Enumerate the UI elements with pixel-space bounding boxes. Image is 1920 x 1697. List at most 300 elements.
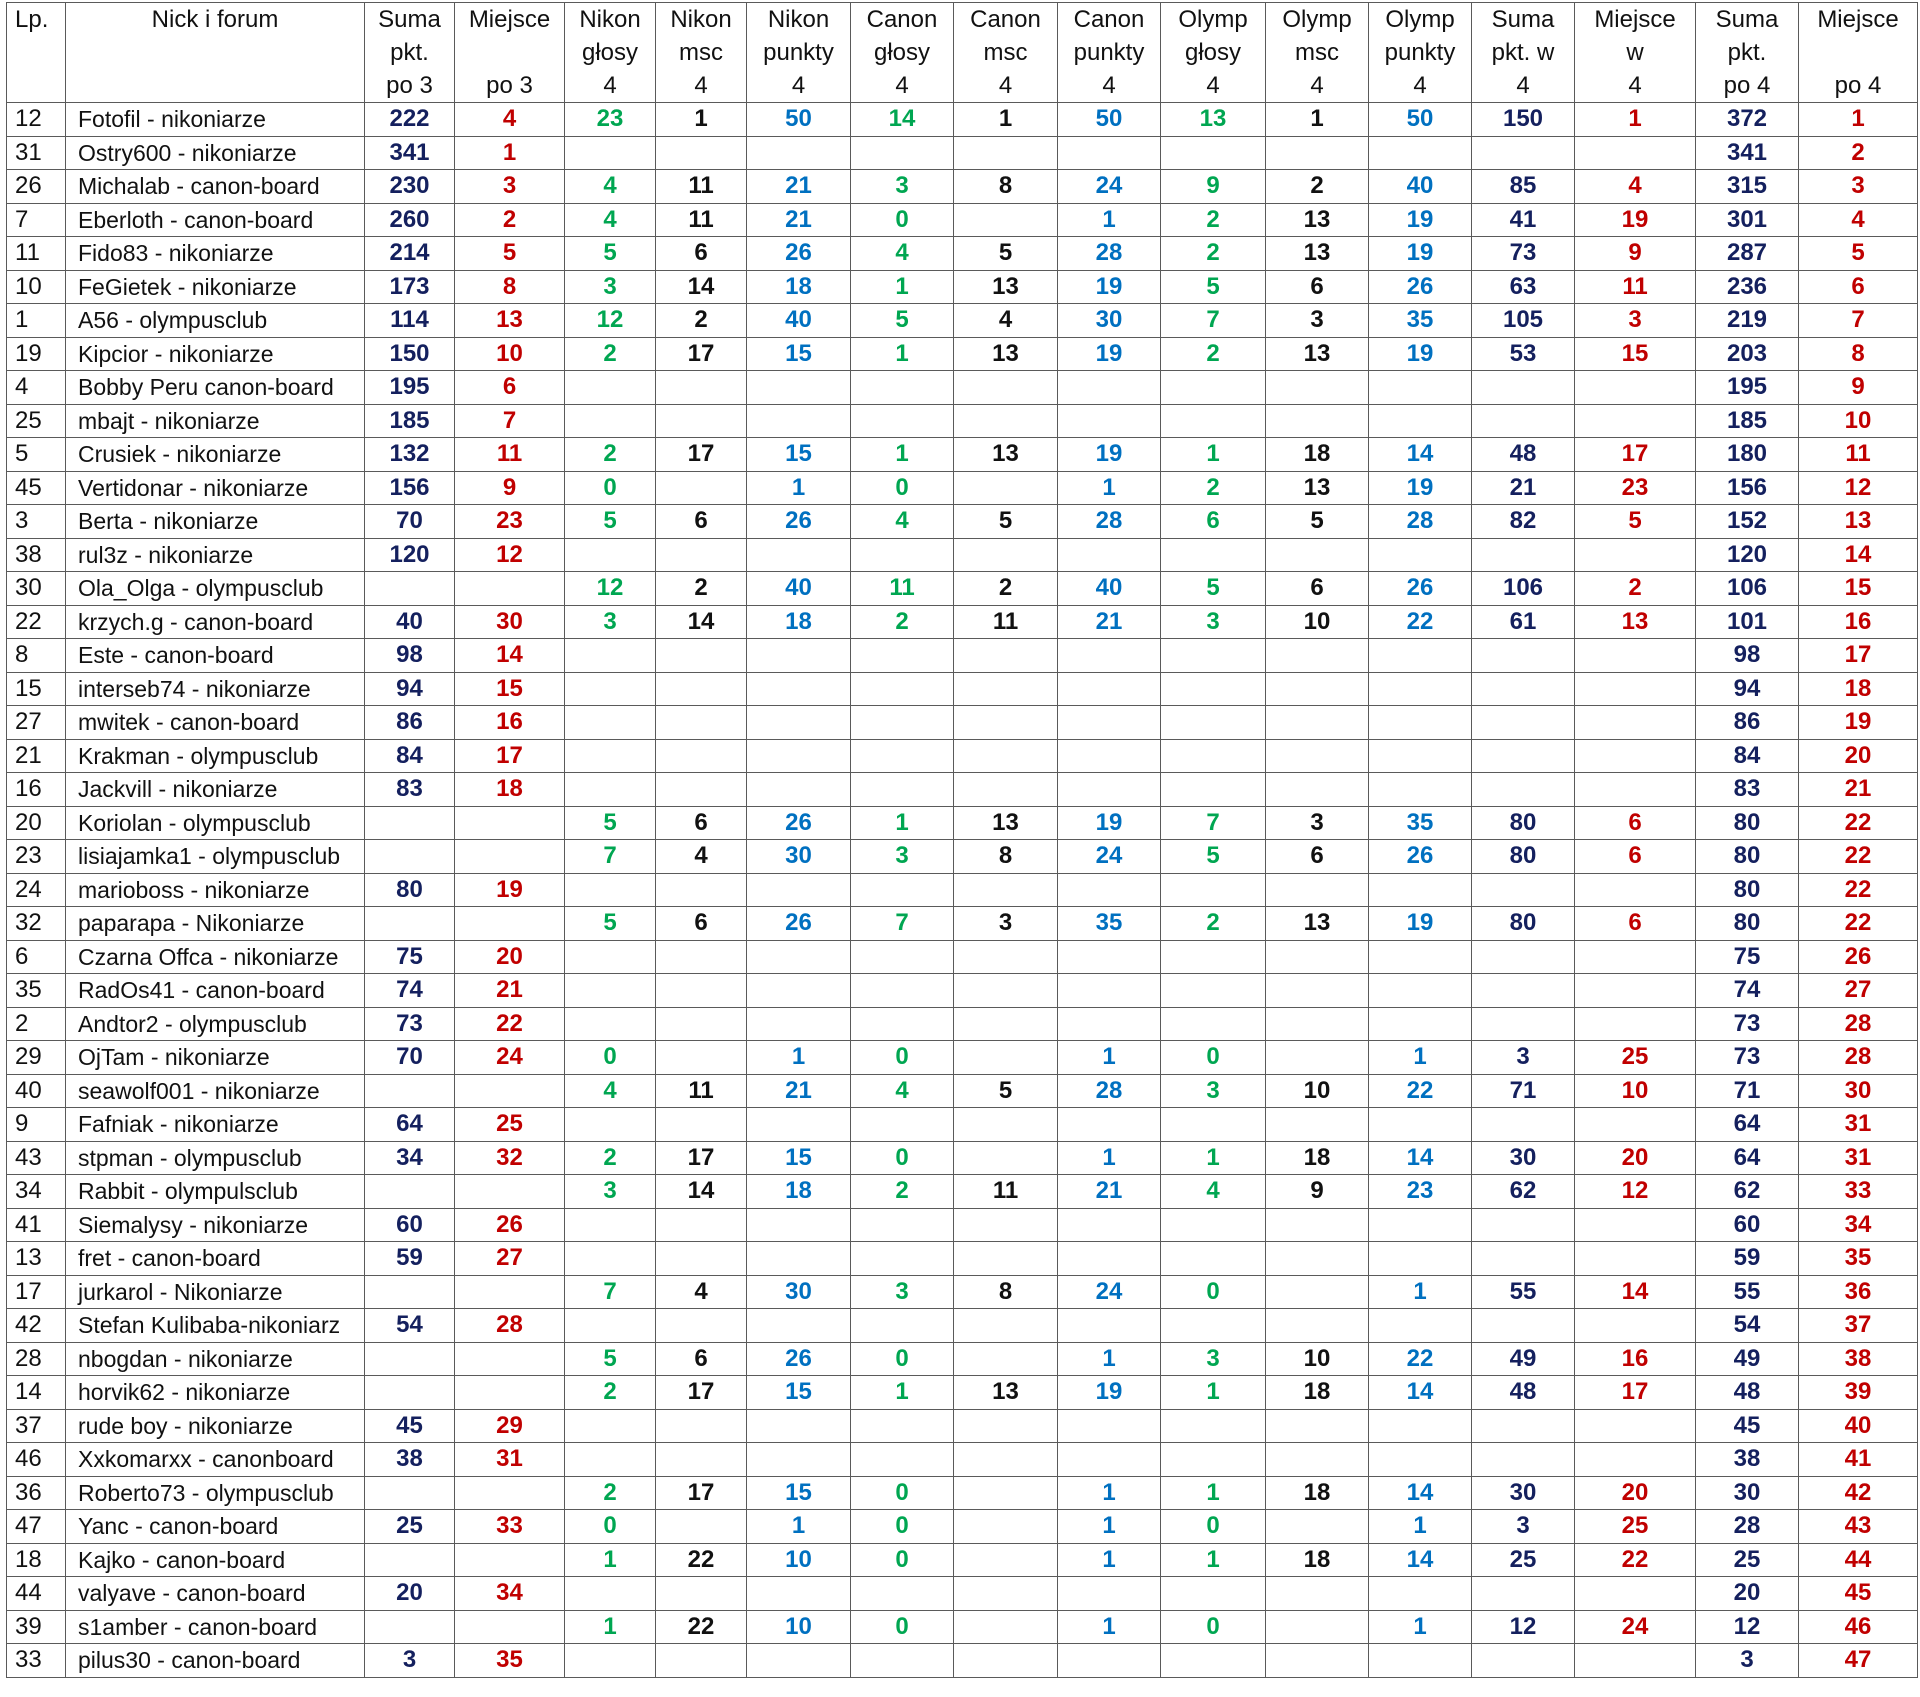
cell-canon-msc xyxy=(954,974,1058,1008)
cell-nikon-punkty xyxy=(747,773,851,807)
cell-lp: 39 xyxy=(7,1610,66,1644)
cell-nikon-glosy: 3 xyxy=(565,1175,656,1209)
cell-suma-po-3: 70 xyxy=(365,1041,455,1075)
cell-suma-w-4 xyxy=(1472,136,1575,170)
cell-suma-po-4: 341 xyxy=(1696,136,1799,170)
cell-olymp-glosy: 2 xyxy=(1161,471,1266,505)
cell-suma-w-4 xyxy=(1472,1007,1575,1041)
cell-miejsce-w-4 xyxy=(1575,773,1696,807)
cell-nick: Yanc - canon-board xyxy=(66,1510,365,1544)
cell-nikon-punkty: 1 xyxy=(747,1041,851,1075)
cell-nikon-glosy: 5 xyxy=(565,907,656,941)
cell-olymp-punkty: 14 xyxy=(1369,438,1472,472)
cell-nikon-punkty: 18 xyxy=(747,1175,851,1209)
cell-nikon-glosy: 2 xyxy=(565,337,656,371)
cell-suma-po-4: 55 xyxy=(1696,1275,1799,1309)
cell-olymp-punkty: 28 xyxy=(1369,505,1472,539)
cell-miejsce-po-3 xyxy=(455,907,565,941)
cell-nikon-punkty: 10 xyxy=(747,1610,851,1644)
cell-nick: RadOs41 - canon-board xyxy=(66,974,365,1008)
cell-nick: Berta - nikoniarze xyxy=(66,505,365,539)
cell-miejsce-po-4: 28 xyxy=(1799,1007,1918,1041)
cell-olymp-msc xyxy=(1266,639,1369,673)
cell-lp: 40 xyxy=(7,1074,66,1108)
table-row xyxy=(7,337,1918,371)
cell-miejsce-po-3: 24 xyxy=(455,1041,565,1075)
cell-canon-punkty: 1 xyxy=(1058,471,1161,505)
cell-suma-po-4: 101 xyxy=(1696,605,1799,639)
cell-nikon-glosy: 5 xyxy=(565,505,656,539)
cell-nikon-glosy: 4 xyxy=(565,1074,656,1108)
cell-canon-msc: 8 xyxy=(954,1275,1058,1309)
cell-nikon-punkty xyxy=(747,371,851,405)
cell-canon-glosy: 0 xyxy=(851,1141,954,1175)
table-row xyxy=(7,1476,1918,1510)
table-row xyxy=(7,1041,1918,1075)
cell-miejsce-po-4: 13 xyxy=(1799,505,1918,539)
cell-nikon-msc: 1 xyxy=(656,103,747,137)
cell-canon-glosy: 0 xyxy=(851,1543,954,1577)
cell-suma-po-4: 60 xyxy=(1696,1208,1799,1242)
cell-olymp-punkty: 19 xyxy=(1369,237,1472,271)
cell-suma-w-4: 82 xyxy=(1472,505,1575,539)
cell-olymp-msc xyxy=(1266,1108,1369,1142)
cell-lp: 29 xyxy=(7,1041,66,1075)
cell-olymp-glosy: 1 xyxy=(1161,438,1266,472)
cell-suma-w-4: 41 xyxy=(1472,203,1575,237)
cell-nikon-glosy xyxy=(565,1577,656,1611)
cell-olymp-glosy: 6 xyxy=(1161,505,1266,539)
table-row xyxy=(7,1577,1918,1611)
cell-miejsce-po-4: 7 xyxy=(1799,304,1918,338)
cell-suma-po-3: 60 xyxy=(365,1208,455,1242)
cell-suma-po-4: 156 xyxy=(1696,471,1799,505)
cell-miejsce-po-3: 3 xyxy=(455,170,565,204)
cell-nikon-glosy xyxy=(565,639,656,673)
cell-nikon-glosy: 5 xyxy=(565,1342,656,1376)
cell-olymp-glosy: 3 xyxy=(1161,1074,1266,1108)
cell-suma-w-4: 80 xyxy=(1472,840,1575,874)
cell-lp: 11 xyxy=(7,237,66,271)
cell-miejsce-po-3: 2 xyxy=(455,203,565,237)
cell-miejsce-po-3: 7 xyxy=(455,404,565,438)
table-row xyxy=(7,1409,1918,1443)
cell-nikon-msc xyxy=(656,1443,747,1477)
cell-canon-punkty: 24 xyxy=(1058,840,1161,874)
cell-miejsce-po-4: 9 xyxy=(1799,371,1918,405)
cell-suma-po-3 xyxy=(365,1074,455,1108)
cell-miejsce-w-4 xyxy=(1575,974,1696,1008)
table-row xyxy=(7,1543,1918,1577)
cell-nikon-glosy: 2 xyxy=(565,438,656,472)
cell-nikon-punkty xyxy=(747,706,851,740)
cell-miejsce-po-4: 5 xyxy=(1799,237,1918,271)
cell-olymp-msc xyxy=(1266,1443,1369,1477)
cell-miejsce-po-3 xyxy=(455,1476,565,1510)
cell-miejsce-po-4: 36 xyxy=(1799,1275,1918,1309)
cell-suma-po-4: 12 xyxy=(1696,1610,1799,1644)
cell-canon-punkty: 19 xyxy=(1058,270,1161,304)
cell-nikon-punkty: 21 xyxy=(747,203,851,237)
cell-olymp-glosy: 2 xyxy=(1161,237,1266,271)
cell-nikon-glosy: 2 xyxy=(565,1376,656,1410)
cell-canon-punkty: 1 xyxy=(1058,1041,1161,1075)
cell-lp: 31 xyxy=(7,136,66,170)
cell-canon-glosy xyxy=(851,136,954,170)
cell-nikon-glosy xyxy=(565,1644,656,1678)
table-header xyxy=(7,3,1918,103)
cell-canon-glosy: 1 xyxy=(851,1376,954,1410)
cell-nikon-glosy xyxy=(565,739,656,773)
cell-olymp-punkty xyxy=(1369,639,1472,673)
cell-nikon-glosy: 12 xyxy=(565,572,656,606)
cell-canon-punkty: 1 xyxy=(1058,1543,1161,1577)
cell-miejsce-po-3: 34 xyxy=(455,1577,565,1611)
cell-canon-punkty: 21 xyxy=(1058,605,1161,639)
cell-nikon-glosy: 4 xyxy=(565,170,656,204)
cell-nick: Andtor2 - olympusclub xyxy=(66,1007,365,1041)
cell-nikon-msc: 17 xyxy=(656,1476,747,1510)
table-row xyxy=(7,739,1918,773)
table-row xyxy=(7,1007,1918,1041)
cell-canon-glosy: 0 xyxy=(851,1476,954,1510)
cell-miejsce-po-3 xyxy=(455,840,565,874)
cell-canon-msc xyxy=(954,1342,1058,1376)
cell-nikon-glosy: 7 xyxy=(565,840,656,874)
header-miejsce-w-4: Miejsce w 4 xyxy=(1575,3,1696,103)
header-canon-msc: Canon msc 4 xyxy=(954,3,1058,103)
cell-olymp-punkty xyxy=(1369,873,1472,907)
cell-suma-w-4 xyxy=(1472,1644,1575,1678)
cell-canon-glosy xyxy=(851,1644,954,1678)
table-row xyxy=(7,1108,1918,1142)
cell-canon-glosy xyxy=(851,1108,954,1142)
cell-suma-w-4: 150 xyxy=(1472,103,1575,137)
table-row xyxy=(7,1644,1918,1678)
cell-canon-punkty xyxy=(1058,974,1161,1008)
table-body xyxy=(7,103,1918,1678)
table-row xyxy=(7,605,1918,639)
cell-miejsce-po-3: 21 xyxy=(455,974,565,1008)
cell-suma-w-4: 63 xyxy=(1472,270,1575,304)
cell-miejsce-po-4: 14 xyxy=(1799,538,1918,572)
cell-olymp-glosy: 2 xyxy=(1161,907,1266,941)
cell-canon-glosy: 3 xyxy=(851,170,954,204)
cell-canon-punkty xyxy=(1058,940,1161,974)
cell-canon-msc: 5 xyxy=(954,1074,1058,1108)
table-row xyxy=(7,639,1918,673)
cell-canon-msc xyxy=(954,203,1058,237)
cell-nikon-glosy: 23 xyxy=(565,103,656,137)
cell-miejsce-w-4: 11 xyxy=(1575,270,1696,304)
cell-nikon-punkty xyxy=(747,1577,851,1611)
cell-nikon-glosy: 0 xyxy=(565,1041,656,1075)
cell-suma-po-4: 236 xyxy=(1696,270,1799,304)
cell-suma-w-4 xyxy=(1472,739,1575,773)
cell-canon-msc: 5 xyxy=(954,237,1058,271)
cell-nikon-glosy: 7 xyxy=(565,1275,656,1309)
cell-suma-po-4: 30 xyxy=(1696,1476,1799,1510)
cell-suma-po-3 xyxy=(365,1610,455,1644)
cell-miejsce-po-3: 31 xyxy=(455,1443,565,1477)
cell-nikon-punkty: 21 xyxy=(747,170,851,204)
table-row xyxy=(7,1309,1918,1343)
cell-canon-punkty: 19 xyxy=(1058,337,1161,371)
table-row xyxy=(7,1610,1918,1644)
cell-canon-msc xyxy=(954,404,1058,438)
cell-olymp-glosy xyxy=(1161,873,1266,907)
table-row xyxy=(7,404,1918,438)
cell-canon-punkty: 19 xyxy=(1058,1376,1161,1410)
cell-suma-w-4: 30 xyxy=(1472,1476,1575,1510)
cell-nikon-msc: 11 xyxy=(656,203,747,237)
cell-nikon-punkty xyxy=(747,1208,851,1242)
cell-canon-punkty xyxy=(1058,1309,1161,1343)
cell-olymp-glosy: 1 xyxy=(1161,1476,1266,1510)
cell-nikon-msc xyxy=(656,1309,747,1343)
cell-miejsce-po-3: 1 xyxy=(455,136,565,170)
cell-miejsce-w-4: 16 xyxy=(1575,1342,1696,1376)
cell-suma-w-4 xyxy=(1472,940,1575,974)
cell-olymp-glosy: 5 xyxy=(1161,840,1266,874)
cell-nick: pilus30 - canon-board xyxy=(66,1644,365,1678)
cell-miejsce-po-4: 38 xyxy=(1799,1342,1918,1376)
cell-nikon-msc xyxy=(656,1108,747,1142)
cell-lp: 27 xyxy=(7,706,66,740)
cell-nikon-msc: 6 xyxy=(656,806,747,840)
cell-miejsce-w-4 xyxy=(1575,1007,1696,1041)
cell-suma-po-3: 59 xyxy=(365,1242,455,1276)
cell-miejsce-po-3 xyxy=(455,1275,565,1309)
cell-miejsce-po-4: 21 xyxy=(1799,773,1918,807)
cell-nick: Roberto73 - olympusclub xyxy=(66,1476,365,1510)
cell-miejsce-w-4: 6 xyxy=(1575,806,1696,840)
cell-miejsce-w-4: 20 xyxy=(1575,1141,1696,1175)
cell-nikon-msc xyxy=(656,639,747,673)
table-row xyxy=(7,304,1918,338)
cell-nick: s1amber - canon-board xyxy=(66,1610,365,1644)
header-nikon-punkty: Nikon punkty 4 xyxy=(747,3,851,103)
cell-canon-punkty: 28 xyxy=(1058,1074,1161,1108)
cell-miejsce-po-4: 41 xyxy=(1799,1443,1918,1477)
cell-suma-w-4 xyxy=(1472,974,1575,1008)
cell-miejsce-po-4: 47 xyxy=(1799,1644,1918,1678)
cell-nikon-glosy: 0 xyxy=(565,1510,656,1544)
cell-canon-punkty xyxy=(1058,1443,1161,1477)
cell-olymp-glosy xyxy=(1161,1108,1266,1142)
cell-canon-punkty xyxy=(1058,371,1161,405)
cell-suma-po-3: 120 xyxy=(365,538,455,572)
cell-suma-po-4: 80 xyxy=(1696,873,1799,907)
cell-miejsce-po-4: 28 xyxy=(1799,1041,1918,1075)
cell-suma-po-4: 25 xyxy=(1696,1543,1799,1577)
cell-miejsce-po-4: 4 xyxy=(1799,203,1918,237)
cell-olymp-msc: 13 xyxy=(1266,907,1369,941)
cell-miejsce-po-3: 15 xyxy=(455,672,565,706)
cell-miejsce-po-3: 8 xyxy=(455,270,565,304)
cell-suma-w-4: 3 xyxy=(1472,1041,1575,1075)
cell-suma-po-3: 341 xyxy=(365,136,455,170)
cell-miejsce-po-3 xyxy=(455,806,565,840)
table-row xyxy=(7,1242,1918,1276)
cell-olymp-punkty xyxy=(1369,1108,1472,1142)
cell-nikon-glosy xyxy=(565,1309,656,1343)
table-row xyxy=(7,505,1918,539)
cell-miejsce-po-3: 18 xyxy=(455,773,565,807)
cell-canon-punkty: 1 xyxy=(1058,1610,1161,1644)
cell-suma-po-3: 260 xyxy=(365,203,455,237)
cell-canon-punkty xyxy=(1058,1409,1161,1443)
cell-olymp-punkty xyxy=(1369,1007,1472,1041)
cell-canon-msc xyxy=(954,136,1058,170)
cell-canon-punkty: 1 xyxy=(1058,1342,1161,1376)
cell-canon-msc xyxy=(954,1242,1058,1276)
cell-lp: 24 xyxy=(7,873,66,907)
cell-nikon-glosy xyxy=(565,136,656,170)
cell-canon-msc: 13 xyxy=(954,270,1058,304)
cell-suma-po-3: 20 xyxy=(365,1577,455,1611)
table-row xyxy=(7,270,1918,304)
cell-olymp-msc xyxy=(1266,1208,1369,1242)
cell-nikon-msc: 6 xyxy=(656,237,747,271)
cell-nikon-punkty: 26 xyxy=(747,907,851,941)
cell-canon-glosy: 1 xyxy=(851,806,954,840)
cell-suma-po-3: 86 xyxy=(365,706,455,740)
cell-nikon-punkty: 15 xyxy=(747,438,851,472)
cell-suma-po-3: 54 xyxy=(365,1309,455,1343)
cell-nikon-punkty: 10 xyxy=(747,1543,851,1577)
cell-lp: 20 xyxy=(7,806,66,840)
cell-miejsce-po-4: 20 xyxy=(1799,739,1918,773)
cell-canon-msc: 2 xyxy=(954,572,1058,606)
cell-olymp-glosy xyxy=(1161,371,1266,405)
cell-olymp-glosy xyxy=(1161,1007,1266,1041)
cell-olymp-punkty: 23 xyxy=(1369,1175,1472,1209)
cell-suma-po-4: 64 xyxy=(1696,1108,1799,1142)
cell-miejsce-po-3: 35 xyxy=(455,1644,565,1678)
cell-nick: mwitek - canon-board xyxy=(66,706,365,740)
cell-miejsce-po-4: 2 xyxy=(1799,136,1918,170)
cell-miejsce-po-4: 39 xyxy=(1799,1376,1918,1410)
cell-lp: 8 xyxy=(7,639,66,673)
cell-olymp-msc: 13 xyxy=(1266,337,1369,371)
cell-nikon-punkty xyxy=(747,639,851,673)
cell-olymp-glosy: 1 xyxy=(1161,1141,1266,1175)
cell-suma-po-4: 98 xyxy=(1696,639,1799,673)
cell-suma-po-4: 219 xyxy=(1696,304,1799,338)
cell-olymp-glosy xyxy=(1161,1644,1266,1678)
cell-nikon-punkty xyxy=(747,538,851,572)
cell-olymp-glosy: 5 xyxy=(1161,572,1266,606)
cell-miejsce-po-4: 19 xyxy=(1799,706,1918,740)
cell-olymp-msc xyxy=(1266,538,1369,572)
cell-miejsce-po-4: 22 xyxy=(1799,806,1918,840)
cell-canon-glosy: 0 xyxy=(851,1342,954,1376)
cell-olymp-punkty: 22 xyxy=(1369,1342,1472,1376)
cell-canon-punkty: 1 xyxy=(1058,203,1161,237)
cell-canon-glosy: 1 xyxy=(851,270,954,304)
cell-miejsce-po-3: 13 xyxy=(455,304,565,338)
cell-suma-po-4: 20 xyxy=(1696,1577,1799,1611)
cell-nikon-msc xyxy=(656,672,747,706)
cell-suma-po-3: 173 xyxy=(365,270,455,304)
cell-nikon-punkty: 50 xyxy=(747,103,851,137)
cell-suma-w-4 xyxy=(1472,773,1575,807)
cell-miejsce-po-4: 44 xyxy=(1799,1543,1918,1577)
cell-canon-punkty: 1 xyxy=(1058,1141,1161,1175)
table-row xyxy=(7,1175,1918,1209)
cell-lp: 33 xyxy=(7,1644,66,1678)
table-row xyxy=(7,371,1918,405)
cell-lp: 12 xyxy=(7,103,66,137)
cell-canon-glosy xyxy=(851,873,954,907)
cell-canon-punkty: 50 xyxy=(1058,103,1161,137)
cell-suma-po-3: 114 xyxy=(365,304,455,338)
cell-canon-glosy: 0 xyxy=(851,1041,954,1075)
cell-canon-punkty: 19 xyxy=(1058,438,1161,472)
cell-nikon-glosy xyxy=(565,371,656,405)
cell-suma-w-4 xyxy=(1472,1108,1575,1142)
cell-lp: 9 xyxy=(7,1108,66,1142)
cell-miejsce-po-4: 1 xyxy=(1799,103,1918,137)
cell-miejsce-w-4 xyxy=(1575,1644,1696,1678)
cell-olymp-glosy xyxy=(1161,706,1266,740)
cell-nikon-punkty xyxy=(747,1409,851,1443)
cell-nikon-msc: 22 xyxy=(656,1610,747,1644)
cell-suma-po-3 xyxy=(365,572,455,606)
cell-canon-msc xyxy=(954,672,1058,706)
cell-miejsce-w-4: 2 xyxy=(1575,572,1696,606)
cell-olymp-msc: 6 xyxy=(1266,572,1369,606)
cell-canon-punkty xyxy=(1058,1644,1161,1678)
cell-canon-glosy xyxy=(851,371,954,405)
cell-canon-punkty xyxy=(1058,1108,1161,1142)
cell-canon-msc: 8 xyxy=(954,170,1058,204)
header-nikon-msc: Nikon msc 4 xyxy=(656,3,747,103)
cell-miejsce-w-4 xyxy=(1575,538,1696,572)
cell-miejsce-po-4: 6 xyxy=(1799,270,1918,304)
cell-miejsce-po-3: 33 xyxy=(455,1510,565,1544)
cell-olymp-msc xyxy=(1266,1242,1369,1276)
cell-miejsce-po-3: 5 xyxy=(455,237,565,271)
cell-lp: 38 xyxy=(7,538,66,572)
cell-miejsce-w-4 xyxy=(1575,672,1696,706)
cell-miejsce-po-3: 19 xyxy=(455,873,565,907)
cell-nikon-glosy xyxy=(565,873,656,907)
cell-nikon-punkty xyxy=(747,873,851,907)
cell-miejsce-w-4 xyxy=(1575,1577,1696,1611)
cell-olymp-msc xyxy=(1266,1309,1369,1343)
cell-miejsce-po-3: 22 xyxy=(455,1007,565,1041)
cell-nick: horvik62 - nikoniarze xyxy=(66,1376,365,1410)
cell-lp: 47 xyxy=(7,1510,66,1544)
cell-nick: Ola_Olga - olympusclub xyxy=(66,572,365,606)
cell-olymp-punkty: 35 xyxy=(1369,304,1472,338)
cell-nikon-punkty xyxy=(747,136,851,170)
table-row xyxy=(7,1376,1918,1410)
cell-miejsce-w-4 xyxy=(1575,1443,1696,1477)
cell-canon-msc xyxy=(954,1409,1058,1443)
cell-nikon-punkty: 26 xyxy=(747,1342,851,1376)
cell-canon-glosy: 4 xyxy=(851,505,954,539)
cell-nikon-msc: 2 xyxy=(656,572,747,606)
cell-canon-msc: 13 xyxy=(954,1376,1058,1410)
cell-miejsce-w-4: 25 xyxy=(1575,1510,1696,1544)
table-row xyxy=(7,706,1918,740)
cell-suma-po-3: 38 xyxy=(365,1443,455,1477)
cell-suma-w-4 xyxy=(1472,672,1575,706)
cell-miejsce-w-4: 6 xyxy=(1575,840,1696,874)
